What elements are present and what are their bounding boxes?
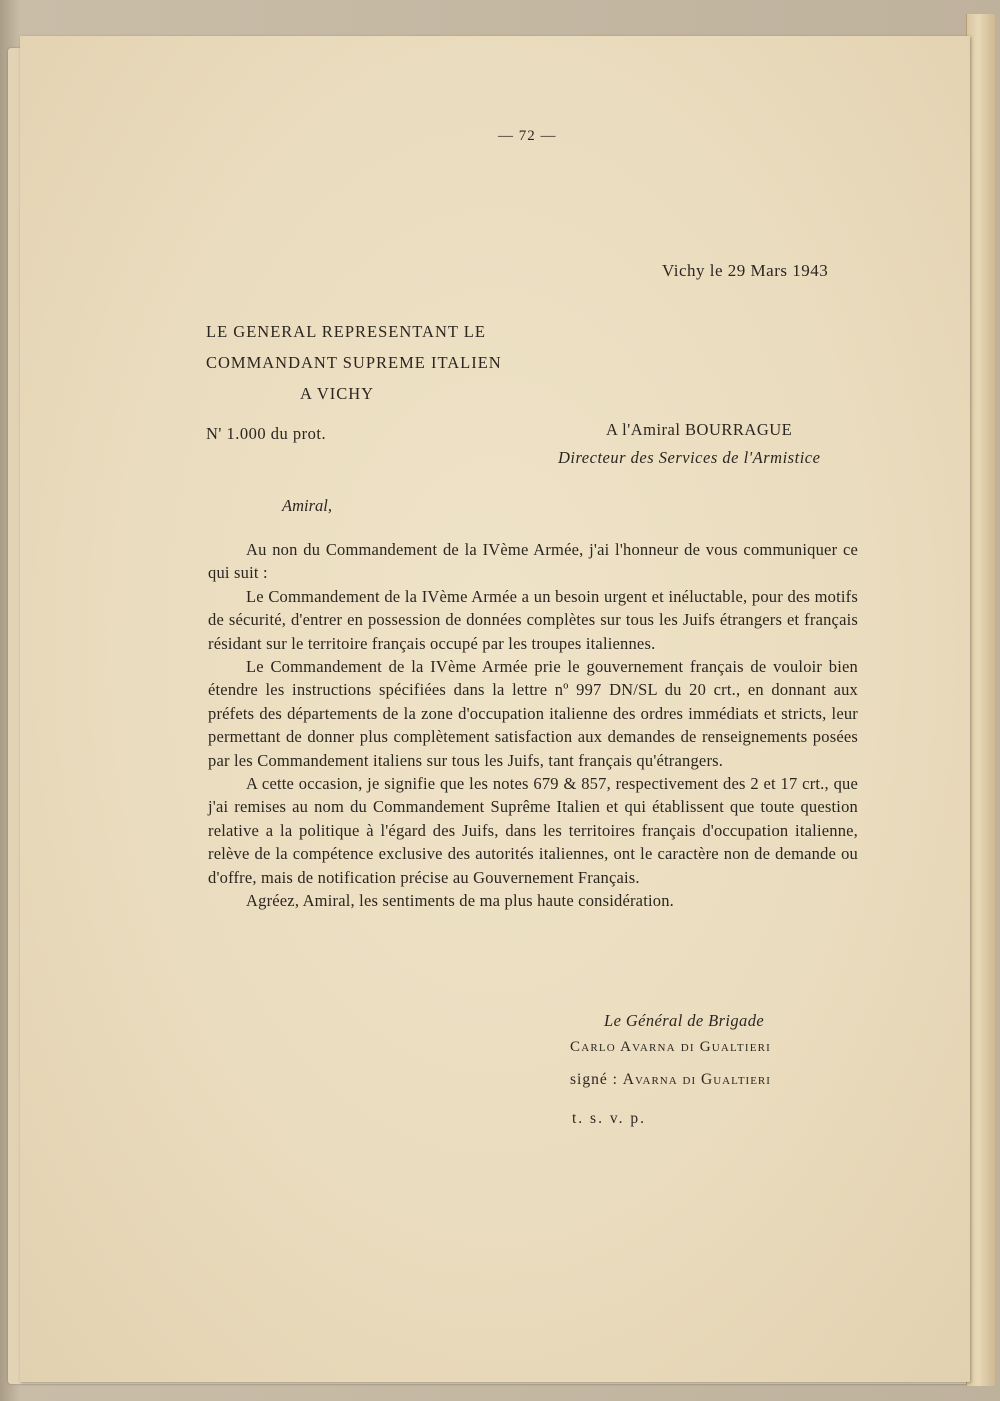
reference-number: N' 1.000 du prot. [206, 424, 327, 443]
body-paragraph: A cette occasion, je signifie que les notes 679 & 857, respectivement des 2 et 17 crt., que j'ai remises au nom du Commandement Suprême Italien et qui établissent que toute question relative a la politique à l'égard des Juifs, dans les territoires français d'occupation italienne, relève de la compétence exclusive des autorités italiennes, ont le caractère non de demande ou d'offre, mais de notification précise au Gouvernement Français. [208, 774, 858, 887]
addressee-title: Directeur des Services de l'Armistice [558, 448, 821, 467]
letter-body [208, 538, 858, 913]
signer-name: Carlo Avarna di Gualtieri [570, 1039, 772, 1055]
addressee: A l'Amiral BOURRAGUE [606, 420, 793, 439]
signed-line [570, 1071, 771, 1089]
signed-name: Avarna di Gualtieri [622, 1071, 771, 1088]
body-paragraph: Le Commandement de la IVème Armée a un besoin urgent et inéluctable, pour des motifs de sécurité, d'entrer en possession de données complètes sur tous les Juifs étrangers et français résidant sur le territoire français occupé par les troupes italiennes. [208, 586, 858, 653]
sender-block [206, 316, 502, 409]
page-number: — 72 — [498, 128, 557, 144]
sender-line: COMMANDANT SUPREME ITALIEN [206, 353, 502, 372]
body-paragraph: Au non du Commandement de la IVème Armée, j'ai l'honneur de vous communiquer ce qui suit : [208, 540, 858, 583]
closing-title: Le Général de Brigade [604, 1011, 765, 1030]
document-page [20, 36, 970, 1382]
signed-prefix: signé : [570, 1071, 618, 1088]
sender-line: A VICHY [300, 384, 375, 403]
date-line: Vichy le 29 Mars 1943 [662, 261, 829, 280]
salutation: Amiral, [282, 496, 332, 515]
binding-edge [966, 14, 995, 1386]
body-paragraph: Le Commandement de la IVème Armée prie le gouvernement français de vouloir bien étendre les instructions spécifiées dans la lettre nº 997 DN/SL du 20 crt., en donnant aux préfets des départements de la zone d'occupation italienne des ordres immédiats et stricts, leur permettant de donner plus complètement satisfaction aux demandes de renseignements posées par les Commandement italiens sur tous les Juifs, tant français qu'étrangers. [208, 657, 858, 770]
body-paragraph: Agréez, Amiral, les sentiments de ma plus haute considération. [246, 891, 674, 911]
sender-line: LE GENERAL REPRESENTANT LE [206, 322, 486, 341]
please-turn-over: t. s. v. p. [572, 1110, 646, 1127]
